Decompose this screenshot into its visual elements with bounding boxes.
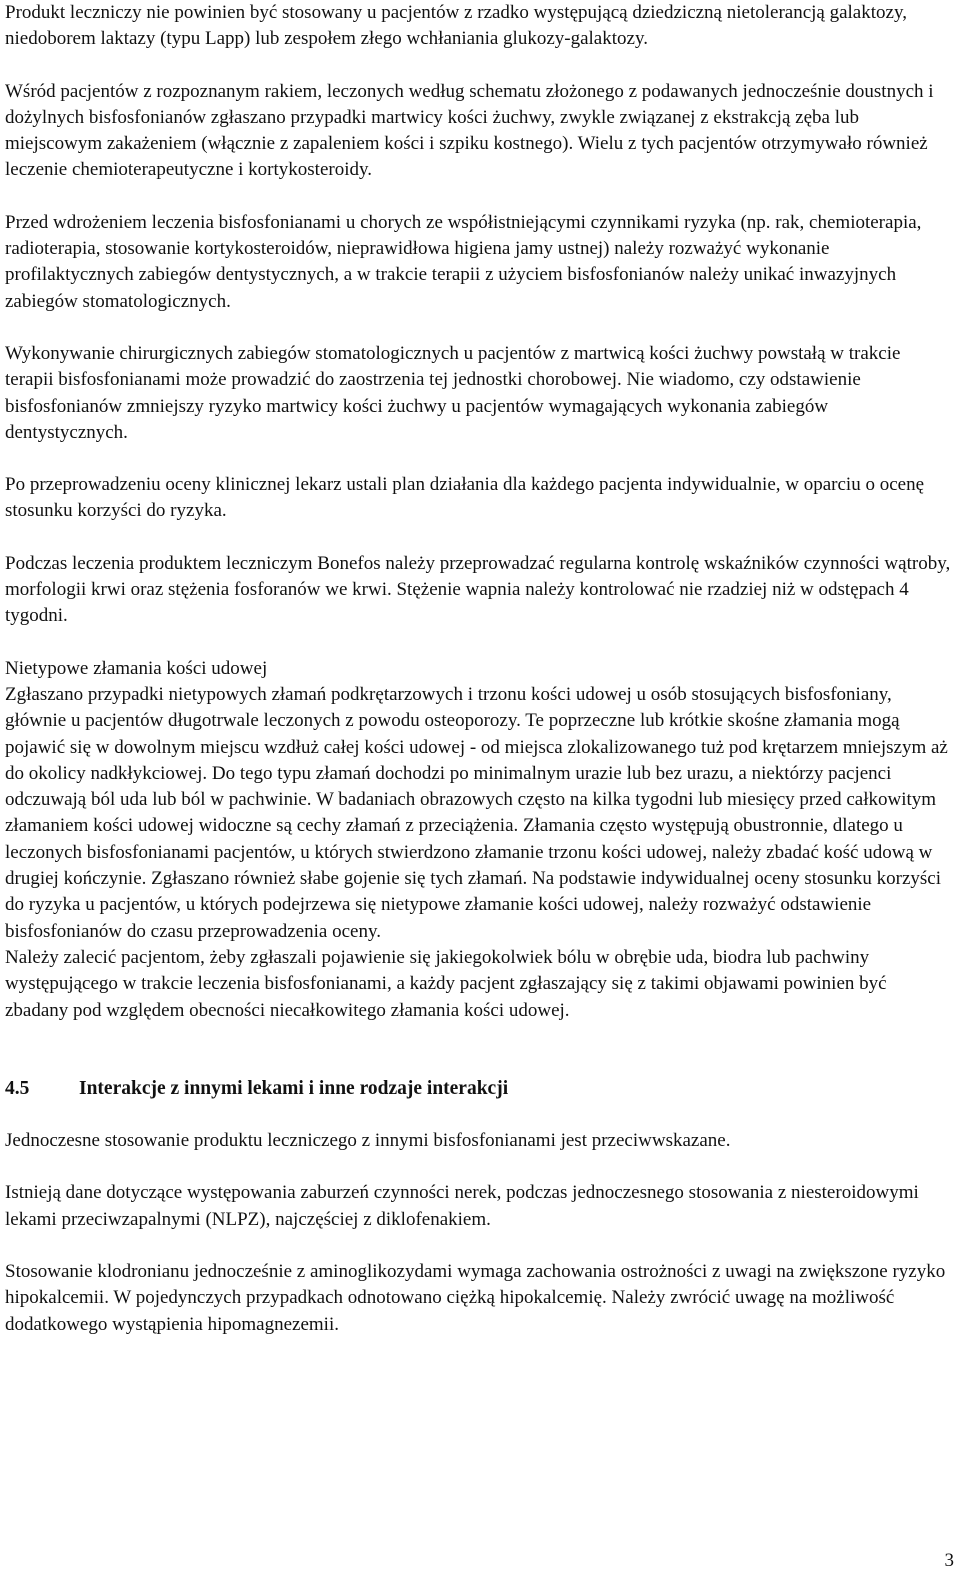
section-number: 4.5 bbox=[5, 1077, 30, 1099]
page-number: 3 bbox=[944, 1550, 954, 1571]
paragraph-clinical-assessment: Po przeprowadzeniu oceny klinicznej lekarz ustali plan działania dla każdego pacjenta indywidualnie, w oparciu o ocenę stosunku korzyści do ryzyka. bbox=[5, 474, 925, 522]
section-title: Interakcje z innymi lekami i inne rodzaje interakcji bbox=[79, 1077, 509, 1099]
paragraph-patient-advice: Należy zalecić pacjentom, żeby zgłaszali pojawienie się jakiegokolwiek bólu w obrębie uda, biodra lub pachwiny występującego w trakcie leczenia bisfosfonianami, a każdy pacjent zgłaszający się z takimi objawami powinien być zbadany pod względem obecności niecałkowitego złamania kości udowej. bbox=[5, 946, 887, 1021]
paragraph-aminoglycoside-interaction: Stosowanie klodronianu jednocześnie z aminoglikozydami wymaga zachowania ostrożności z uwagi na zwiększone ryzyko hipokalcemii. W pojedynczych przypadkach odnotowano ciężką hipokalcemię. Należy zwrócić uwagę na możliwość dodatkowego wystąpienia hipomagnezemii. bbox=[5, 1260, 946, 1335]
spacer bbox=[5, 630, 953, 656]
spacer bbox=[5, 53, 953, 79]
spacer bbox=[5, 525, 953, 551]
document-page bbox=[5, 0, 953, 1338]
spacer bbox=[5, 1233, 953, 1259]
spacer bbox=[5, 1154, 953, 1180]
paragraph-monitoring: Podczas leczenia produktem leczniczym Bonefos należy przeprowadzać regularna kontrolę wskaźników czynności wątroby, morfologii krwi oraz stężenia fosforanów we krwi. Stężenie wapnia należy kontrolować nie rzadziej niż w odstępach 4 tygodni. bbox=[5, 552, 951, 627]
paragraph-femur-fractures: Zgłaszano przypadki nietypowych złamań podkrętarzowych i trzonu kości udowej u osób stosujących bisfosfoniany, głównie u pacjentów długotrwale leczonych z powodu osteoporozy. Te poprzeczne lub krótkie skośne złamania mogą pojawić się w dowolnym miejscu wzdłuż całej kości udowej - od miejsca zlokalizowanego tuż pod krętarzem mniejszym aż do okolicy nadkłykciowej. Do tego typu złamań dochodzi po minimalnym urazie lub bez urazu, a niektórzy pacjenci odczuwają ból uda lub ból w pachwinie. W badaniach obrazowych często na kilka tygodni lub miesięcy przed całkowitym złamaniem kości udowej widoczne są cechy złamań z przeciążenia. Złamania często występują obustronnie, dlatego u leczonych bisfosfonianami pacjentów, u których stwierdzono złamanie trzonu kości udowej, należy zbadać kość udową w drugiej kończynie. Zgłaszano również słabe gojenie się tych złamań. Na podstawie indywidualnej oceny stosunku korzyści do ryzyka u pacjentów, u których podejrzewa się nietypowe złamanie kości udowej, należy rozważyć odstawienie bisfosfonianów do czasu przeprowadzenia oceny. bbox=[5, 683, 948, 942]
paragraph-bisphosphonates-contraindication: Jednoczesne stosowanie produktu leczniczego z innymi bisfosfonianami jest przeciwwskazane. bbox=[5, 1130, 731, 1152]
paragraph-dental-surgery: Wykonywanie chirurgicznych zabiegów stomatologicznych u pacjentów z martwicą kości żuchwy powstałą w trakcie terapii bisfosfonianami może prowadzić do zaostrzenia tej jednostki chorobowej. Nie wiadomo, czy odstawienie bisfosfonianów zmniejszy ryzyko martwicy kości żuchwy u pacjentów wymagających wykonania zabiegów dentystycznych. bbox=[5, 342, 901, 443]
spacer bbox=[5, 446, 953, 472]
paragraph-nsaid-interaction: Istnieją dane dotyczące występowania zaburzeń czynności nerek, podczas jednoczesnego stosowania z niesteroidowymi lekami przeciwzapalnymi (NLPZ), najczęściej z diklofenakiem. bbox=[5, 1182, 919, 1230]
section-heading bbox=[5, 1076, 953, 1102]
paragraph-galactose-intolerance: Produkt leczniczy nie powinien być stosowany u pacjentów z rzadko występującą dziedziczną nietolerancją galaktozy, niedoborem laktazy (typu Lapp) lub zespołem złego wchłaniania glukozy-galaktozy. bbox=[5, 2, 907, 50]
subsection-title-femur-fractures: Nietypowe złamania kości udowej bbox=[5, 657, 268, 679]
paragraph-dental-prophylaxis: Przed wdrożeniem leczenia bisfosfonianami u chorych ze współistniejącymi czynnikami ryzyka (np. rak, chemioterapia, radioterapia, stosowanie kortykosteroidów, nieprawidłowa higiena jamy ustnej) należy rozważyć wykonanie profilaktycznych zabiegów dentystycznych, a w trakcie terapii z użyciem bisfosfonianów należy unikać inwazyjnych zabiegów stomatologicznych. bbox=[5, 211, 922, 312]
spacer bbox=[5, 315, 953, 341]
spacer bbox=[5, 184, 953, 210]
paragraph-jaw-osteonecrosis: Wśród pacjentów z rozpoznanym rakiem, leczonych według schematu złożonego z podawanych jednocześnie doustnych i dożylnych bisfosfonianów zgłaszano przypadki martwicy kości żuchwy, zwykle związanej z ekstrakcją zęba lub miejscowym zakażeniem (włącznie z zapaleniem kości i szpiku kostnego). Wielu z tych pacjentów otrzymywało również leczenie chemioterapeutyczne i kortykosteroidy. bbox=[5, 80, 934, 181]
